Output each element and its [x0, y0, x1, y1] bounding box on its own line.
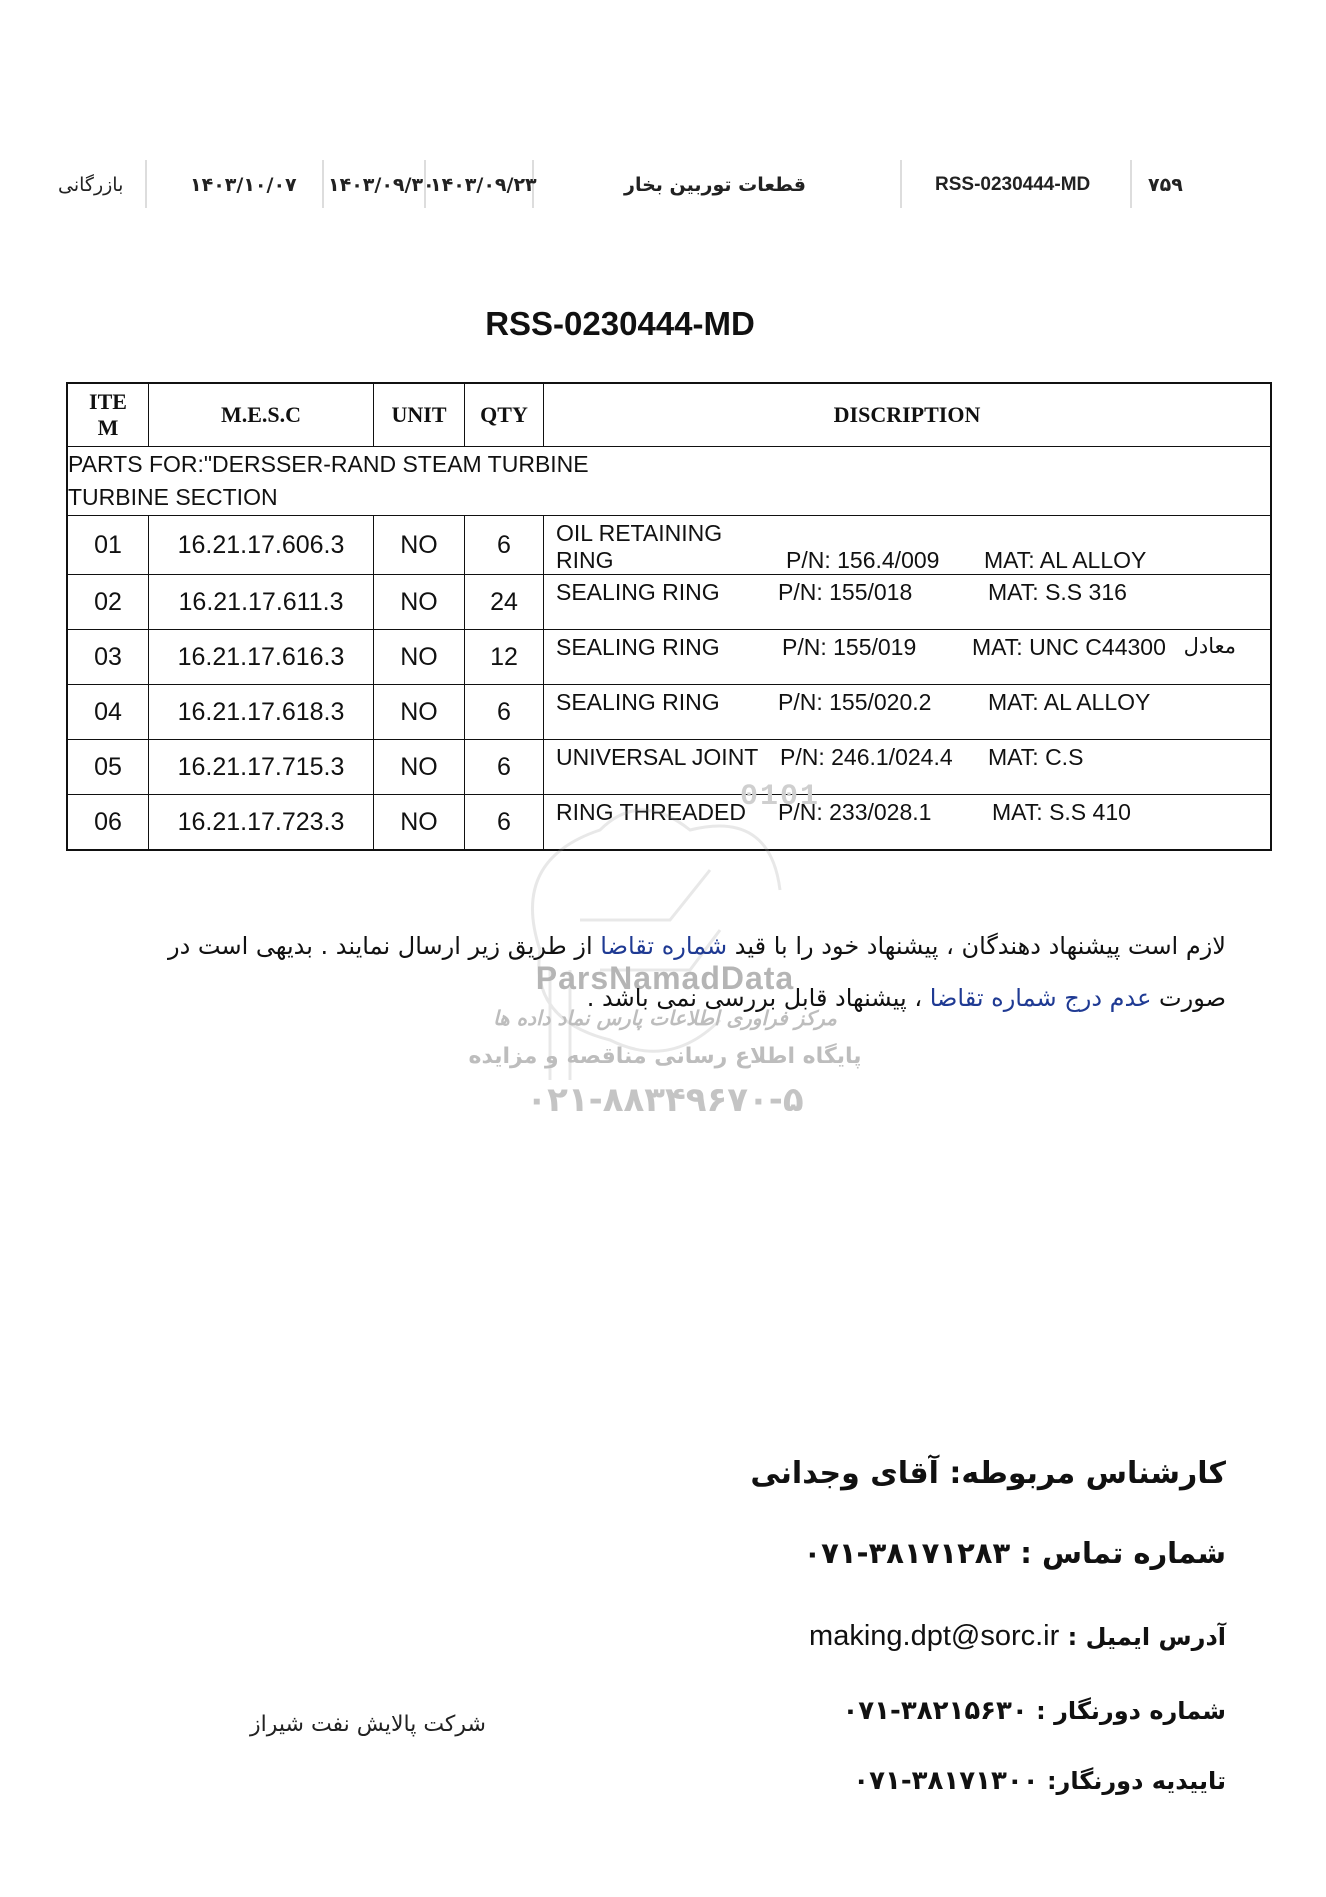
part-material: MAT: C.S — [988, 744, 1084, 770]
part-name: UNIVERSAL JOINT — [556, 744, 759, 770]
part-name: SEALING RING — [556, 634, 720, 660]
email-label: آدرس ایمیل : — [1067, 1623, 1226, 1651]
header-divider — [145, 160, 147, 208]
cell-description — [544, 575, 1272, 630]
cell-qty: 6 — [465, 740, 544, 795]
watermark-digits: 0101 — [739, 780, 820, 814]
cell-description — [544, 685, 1272, 740]
header-date-1: ۱۴۰۳/۰۹/۲۳ — [430, 174, 537, 196]
part-name: RING THREADED — [556, 799, 746, 825]
cell-item: 02 — [67, 575, 149, 630]
cell-description — [544, 630, 1272, 685]
part-number: P/N: 155/020.2 — [778, 689, 932, 715]
part-material: MAT: UNC C44300 — [972, 634, 1166, 660]
table-header-row — [67, 383, 1271, 447]
cell-mesc: 16.21.17.723.3 — [149, 795, 374, 851]
cell-mesc: 16.21.17.606.3 — [149, 516, 374, 575]
phone-value: ۰۷۱-۳۸۱۷۱۲۸۳ — [803, 1536, 1011, 1570]
header-row-number: ۷۵۹ — [1148, 174, 1183, 196]
cell-unit: NO — [374, 795, 465, 851]
cell-unit: NO — [374, 740, 465, 795]
contact-fax — [842, 1696, 1226, 1726]
fax-value: ۰۷۱-۳۸۲۱۵۶۳۰ — [842, 1696, 1028, 1726]
table-row — [67, 575, 1271, 630]
section-title — [67, 447, 1271, 516]
part-number: P/N: 155/019 — [782, 634, 917, 660]
header-date-2: ۱۴۰۳/۰۹/۳۰ — [328, 174, 435, 196]
cell-qty: 12 — [465, 630, 544, 685]
cell-mesc: 16.21.17.611.3 — [149, 575, 374, 630]
document-title: RSS-0230444-MD — [485, 305, 755, 342]
section-row — [67, 447, 1271, 516]
header-subject: قطعات توربین بخار — [624, 174, 807, 196]
equivalent-note: معادل — [1183, 635, 1236, 658]
fax-label: شماره دورنگار : — [1036, 1697, 1226, 1725]
cell-item: 01 — [67, 516, 149, 575]
part-number: P/N: 155/018 — [778, 579, 913, 605]
cell-unit: NO — [374, 516, 465, 575]
header-divider — [900, 160, 902, 208]
part-number: P/N: 246.1/024.4 — [780, 744, 953, 770]
cell-item: 05 — [67, 740, 149, 795]
cell-description — [544, 740, 1272, 795]
cell-unit: NO — [374, 630, 465, 685]
cell-unit: NO — [374, 575, 465, 630]
fax-confirm-label: تاییدیه دورنگار: — [1046, 1767, 1226, 1795]
notice-text: لازم است پیشنهاد دهندگان ، پیشنهاد خود را با قید — [727, 932, 1226, 960]
part-name: OIL RETAINING RING — [556, 520, 723, 573]
part-material: MAT: S.S 410 — [992, 799, 1131, 825]
cell-qty: 24 — [465, 575, 544, 630]
cell-description — [544, 516, 1272, 575]
part-number: P/N: 233/028.1 — [778, 799, 932, 825]
notice-highlight: عدم درج شماره تقاضا — [929, 984, 1152, 1012]
header-request-no: RSS-0230444-MD — [935, 174, 1091, 195]
contact-fax-confirm — [853, 1766, 1226, 1796]
table-row — [67, 516, 1271, 575]
part-name: SEALING RING — [556, 579, 720, 605]
contact-phone — [803, 1536, 1226, 1570]
cell-qty: 6 — [465, 795, 544, 851]
section-line-2: TURBINE SECTION — [68, 484, 278, 510]
notice-line-2 — [6, 972, 1226, 1024]
notice-text: ، پیشنهاد قابل بررسی نمی باشد . — [586, 984, 930, 1012]
watermark-phone: ۰۲۱-۸۸۳۴۹۶۷۰-۵ — [526, 1080, 804, 1120]
notice-paragraph — [6, 920, 1226, 1024]
cell-mesc: 16.21.17.715.3 — [149, 740, 374, 795]
watermark-line-2: پایگاه اطلاع رسانی مناقصه و مزایده — [468, 1044, 862, 1069]
expert-label: کارشناس مربوطه: — [949, 1456, 1226, 1491]
phone-label: شماره تماس : — [1020, 1536, 1226, 1570]
part-name: SEALING RING — [556, 689, 720, 715]
section-line-1: PARTS FOR:"DERSSER-RAND STEAM TURBINE — [68, 451, 589, 477]
part-material: MAT: AL ALLOY — [984, 547, 1147, 573]
cell-item: 04 — [67, 685, 149, 740]
expert-name: آقای وجدانی — [750, 1456, 939, 1491]
col-header-item: ITE M — [67, 383, 149, 447]
cell-mesc: 16.21.17.618.3 — [149, 685, 374, 740]
cell-item: 03 — [67, 630, 149, 685]
watermark-line-1: مرکز فراوری اطلاعات پارس نماد داده ها — [493, 1006, 837, 1030]
header-divider — [1130, 160, 1132, 208]
header-date-3: ۱۴۰۳/۱۰/۰۷ — [190, 174, 297, 196]
col-header-qty: QTY — [465, 383, 544, 447]
cell-unit: NO — [374, 685, 465, 740]
table-row — [67, 630, 1271, 685]
col-header-unit: UNIT — [374, 383, 465, 447]
watermark-brand: ParsNamadData — [535, 960, 795, 996]
company-name: شرکت پالایش نفت شیراز — [250, 1712, 486, 1737]
fax-confirm-value: ۰۷۱-۳۸۱۷۱۳۰۰ — [853, 1766, 1039, 1796]
cell-item: 06 — [67, 795, 149, 851]
cell-qty: 6 — [465, 516, 544, 575]
part-material: MAT: S.S 316 — [988, 579, 1127, 605]
header-divider — [322, 160, 324, 208]
part-material: MAT: AL ALLOY — [988, 689, 1151, 715]
cell-mesc: 16.21.17.616.3 — [149, 630, 374, 685]
email-value[interactable]: making.dpt@sorc.ir — [809, 1620, 1060, 1652]
notice-text: صورت — [1151, 984, 1226, 1012]
contact-email — [809, 1620, 1226, 1653]
table-row — [67, 740, 1271, 795]
table-row — [67, 685, 1271, 740]
col-header-description: DISCRIPTION — [544, 383, 1272, 447]
table-row — [67, 795, 1271, 851]
part-number: P/N: 156.4/009 — [786, 547, 940, 573]
cell-qty: 6 — [465, 685, 544, 740]
contact-expert — [750, 1456, 1226, 1491]
notice-highlight: شماره تقاضا — [600, 932, 728, 960]
header-department: بازرگانی — [58, 174, 124, 196]
col-header-mesc: M.E.S.C — [149, 383, 374, 447]
notice-text: از طریق زیر ارسال نمایند . بدیهی است در — [168, 932, 601, 960]
items-table — [66, 382, 1272, 851]
cell-description — [544, 795, 1272, 851]
notice-line-1 — [6, 920, 1226, 972]
